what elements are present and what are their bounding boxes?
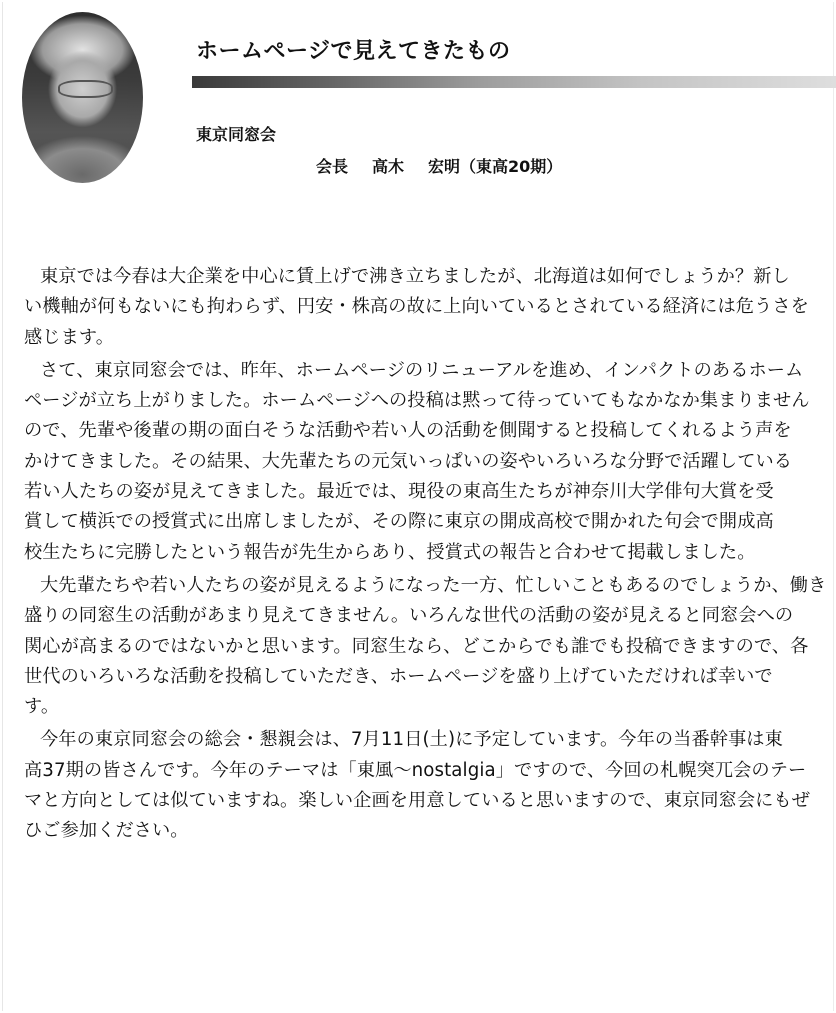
text-line: 今年の東京同窓会の総会・懇親会は、7月11日(土)に予定しています。今年の当番幹事は東 (40, 729, 783, 751)
text-line: す。 (24, 696, 60, 718)
title-gradient-bar (192, 76, 836, 88)
organization-name: 東京同窓会 (196, 125, 277, 144)
text-line: 大先輩たちや若い人たちの姿が見えるようになった一方、忙しいこともあるのでしょうか、働き (40, 574, 827, 596)
paragraph-4 (24, 725, 824, 846)
text-line: 校生たちに完勝したという報告が先生からあり、授賞式の報告と合わせて掲載しました。 (24, 541, 756, 563)
article-title: ホームページで見えてきたもの (196, 39, 511, 64)
author-given-name: 宏明（東高20期） (428, 157, 563, 176)
paragraph-2 (24, 356, 824, 568)
text-line: い機軸が何もないにも拘わらず、円安・株高の故に上向いているとされている経済には危うさを (24, 296, 809, 318)
text-line: 東京では今春は大企業を中心に賃上げで沸き立ちましたが、北海道は如何でしょうか？新し (40, 266, 790, 287)
text-line: マと方向としては似ていますね。楽しい企画を用意していると思いますので、東京同窓会にもぜ (24, 790, 810, 812)
author-line (316, 154, 562, 177)
text-line: 若い人たちの姿が見えてきました。最近では、現役の東高生たちが神奈川大学俳句大賞を受 (24, 481, 774, 503)
text-line: ひご参加ください。 (24, 820, 189, 842)
text-line: 盛りの同窓生の活動があまり見えてきません。いろんな世代の活動の姿が見えると同窓会への (24, 605, 794, 627)
portrait-photo-icon (22, 12, 143, 183)
paragraph-1 (24, 262, 824, 353)
paragraph-3 (24, 571, 827, 722)
text-line: ページが立ち上がりました。ホームページへの投稿は黙って待っていてもなかなか集まりません (24, 390, 810, 412)
text-line: ので、先輩や後輩の期の面白そうな活動や若い人の活動を側聞すると投稿してくれるよう声を (24, 420, 792, 442)
text-line: 世代のいろいろな活動を投稿していただき、ホームページを盛り上げていただければ幸いで (24, 665, 773, 687)
text-line: かけてきました。その結果、大先輩たちの元気いっぱいの姿やいろいろな分野で活躍している (24, 450, 793, 472)
article-body (24, 262, 827, 847)
author-family-name: 高木 (372, 157, 405, 176)
author-role: 会長 (316, 157, 349, 176)
text-line: 関心が高まるのではないかと思います。同窓生なら、どこからでも誰でも投稿できますので、各 (24, 635, 809, 657)
text-line: さて、東京同窓会では、昨年、ホームページのリニューアルを進め、インパクトのあるホーム (40, 359, 804, 381)
glasses-shape (58, 80, 113, 98)
text-line: 感じます。 (24, 326, 114, 348)
text-line: 高37期の皆さんです。今年のテーマは「東風～nostalgia」ですので、今回の札幌突兀会のテー (24, 759, 807, 781)
text-line: 賞して横浜での授賞式に出席しましたが、その際に東京の開成高校で開かれた句会で開成高 (24, 511, 774, 533)
